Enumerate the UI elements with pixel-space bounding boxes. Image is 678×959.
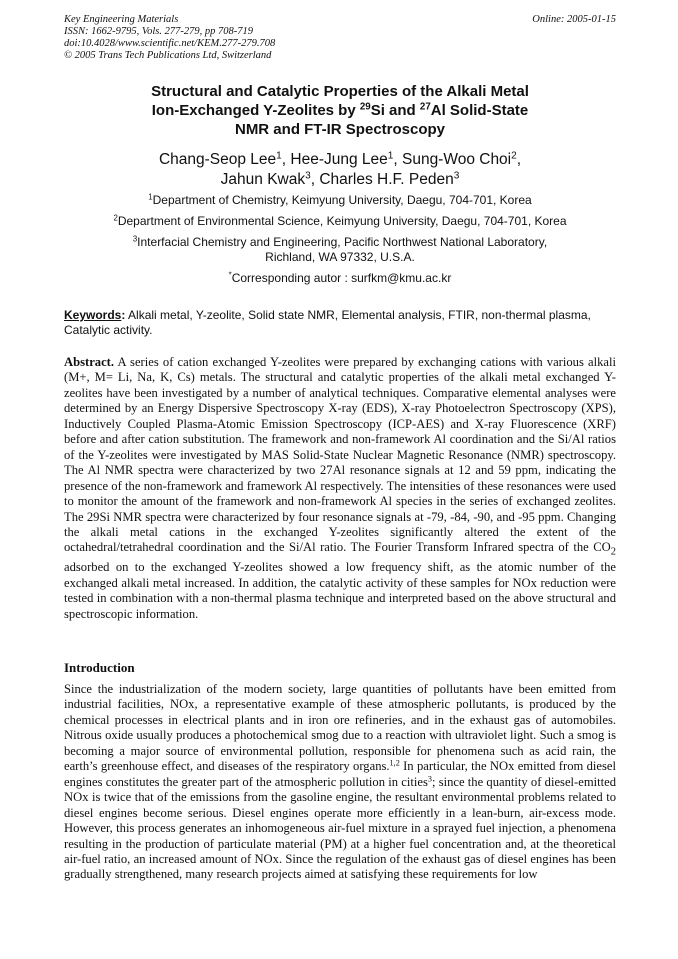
title-line-1: Structural and Catalytic Properties of the Alkali Metal — [151, 83, 529, 100]
keywords-text: Alkali metal, Y-zeolite, Solid state NMR, Elemental analysis, FTIR, non-thermal plasma, Catalytic activity. — [64, 308, 591, 337]
author-name: , Charles H.F. Peden — [310, 171, 454, 188]
issn-line: ISSN: 1662-9795, Vols. 277-279, pp 708-719 — [64, 26, 253, 37]
abstract-label: Abstract. — [64, 355, 115, 369]
affiliation-2: $^2$Department of Environmental Science, Keimyung University, Daegu, 704-701, Korea — [113, 213, 567, 228]
journal-header — [64, 14, 616, 62]
author-name: Chang-Seop Lee — [158, 151, 277, 168]
introduction-heading: Introduction — [64, 660, 135, 675]
corresponding-author: *Corresponding autor : surfkm@kmu.ac.kr — [228, 270, 452, 285]
author-name: , Sung-Woo Choi — [393, 151, 512, 168]
author-name: , Hee-Jung Lee — [281, 151, 388, 168]
abstract: Abstract. A series of cation exchanged Y-zeolites were prepared by exchanging cations with various alkali (M+, M= Li, Na, K, Cs) metals. The structural and catalytic properties of the alkali metal exchanged Y-zeolites have been investigated by a number of analytical techniques. Comparative elemental analyses were determined by an Energy Dispersive Spectroscopy X-ray (EDS), X-ray Photoelectron Spectroscopy (XPS), Inductively Coupled Plasma-Atomic Emission Spectroscopy (ICP-AES) and X-ray Fluorescence (XRF) before and after cation substitution. The framework and non-framework Al coordination and the Si/Al ratios of the Y-zeolites were investigated by MAS Solid-State Nuclear Magnetic Resonance (NMR) spectroscopy. The Al NMR spectra were characterized by two 27Al resonance signals at 12 and 59 ppm, indicating the presence of the non-framework and framework Al respectively. The intensities of these resonances were used to monitor the amount of the framework and non-framework Al species in the series of exchanged zeolites. The 29Si NMR spectra were characterized by four resonance signals at -79, -84, -90, and -95 ppm. Changing the alkali metal cations in the exchanged Y-zeolites significantly altered the extent of the octahedral/tetrahedral coordination and the Si/Al ratio. The Fourier Transform Infrared spectra of the $CO_2$ adsorbed on to the exchanged Y-zeolites showed a low frequency shift, as the atomic number of the exchanged alkali metal increased. In addition, the catalytic activity of these samples for NOx reduction were tested in combination with a non-thermal plasma technique and interpreted based on the above structural and spectroscopic information. — [64, 355, 616, 621]
author-name: Jahun Kwak — [220, 171, 306, 188]
doi-line: doi:10.4028/www.scientific.net/KEM.277-279.708 — [64, 38, 276, 49]
keywords: Keywords: Alkali metal, Y-zeolite, Solid state NMR, Elemental analysis, FTIR, non-thermal plasma, Catalytic activity. — [64, 308, 591, 337]
journal-name: Key Engineering Materials — [64, 14, 179, 25]
title-line-2: Ion-Exchanged Y-Zeolites by $^{29}$Si and $^{27}$Al Solid-State — [151, 101, 529, 119]
introduction-text: Since the industrialization of the modern society, large quantities of pollutants have been emitted from industrial facilities, NOx, a representative example of these atmospheric pollutants, is produced by the chemical processes in electrical plants and in iron ore refineries, and in the exhaust gas of automobiles. Nitrous oxide usually produces a photochemical smog due to a reaction with ultraviolet light. Such a smog is becoming a major source of environmental pollution, responsible for phenomena such as acid rain, the earth’s greenhouse effect, and diseases of the respiratory organs.$^{1,2}$ In particular, the NOx emitted from diesel engines constitutes the greater part of the atmospheric pollution in cities$^3$; since the quantity of diesel-emitted NOx is twice that of the emissions from the gasoline engine, the resultant environmental problems related to diesel engines become serious. Diesel engines operate more efficiently in a lean-burn, air-excess mode. However, this process generates an inhomogeneous air-fuel mixture in a sprayed fuel injection, a phenomena resulting in the production of particulate material (PM) at a higher fuel concentration and, at the theoretical air-fuel ratio, an increased amount of NOx. Since the regulation of the exhaust gas of diesel engines has been gradually strengthened, many research projects aimed at satisfying these requirements for low — [64, 682, 616, 882]
paper-title — [64, 82, 616, 139]
author-list: Chang-Seop Lee$^1$, Hee-Jung Lee$^1$, Sung-Woo Choi$^2$, Jahun Kwak$^3$, Charles H.F. Peden$^3$ — [158, 150, 522, 188]
copyright-line: © 2005 Trans Tech Publications Ltd, Switzerland — [64, 50, 272, 61]
affiliation-3: $^3$Interfacial Chemistry and Engineering, Pacific Northwest National Laboratory, Richland, WA 97332, U.S.A. — [132, 234, 548, 264]
affiliation-1: $^1$Department of Chemistry, Keimyung University, Daegu, 704-701, Korea — [148, 192, 532, 207]
title-line-3: NMR and FT-IR Spectroscopy — [234, 121, 446, 138]
keywords-label: Keywords — [64, 308, 122, 322]
online-date: Online: 2005-01-15 — [532, 14, 616, 25]
